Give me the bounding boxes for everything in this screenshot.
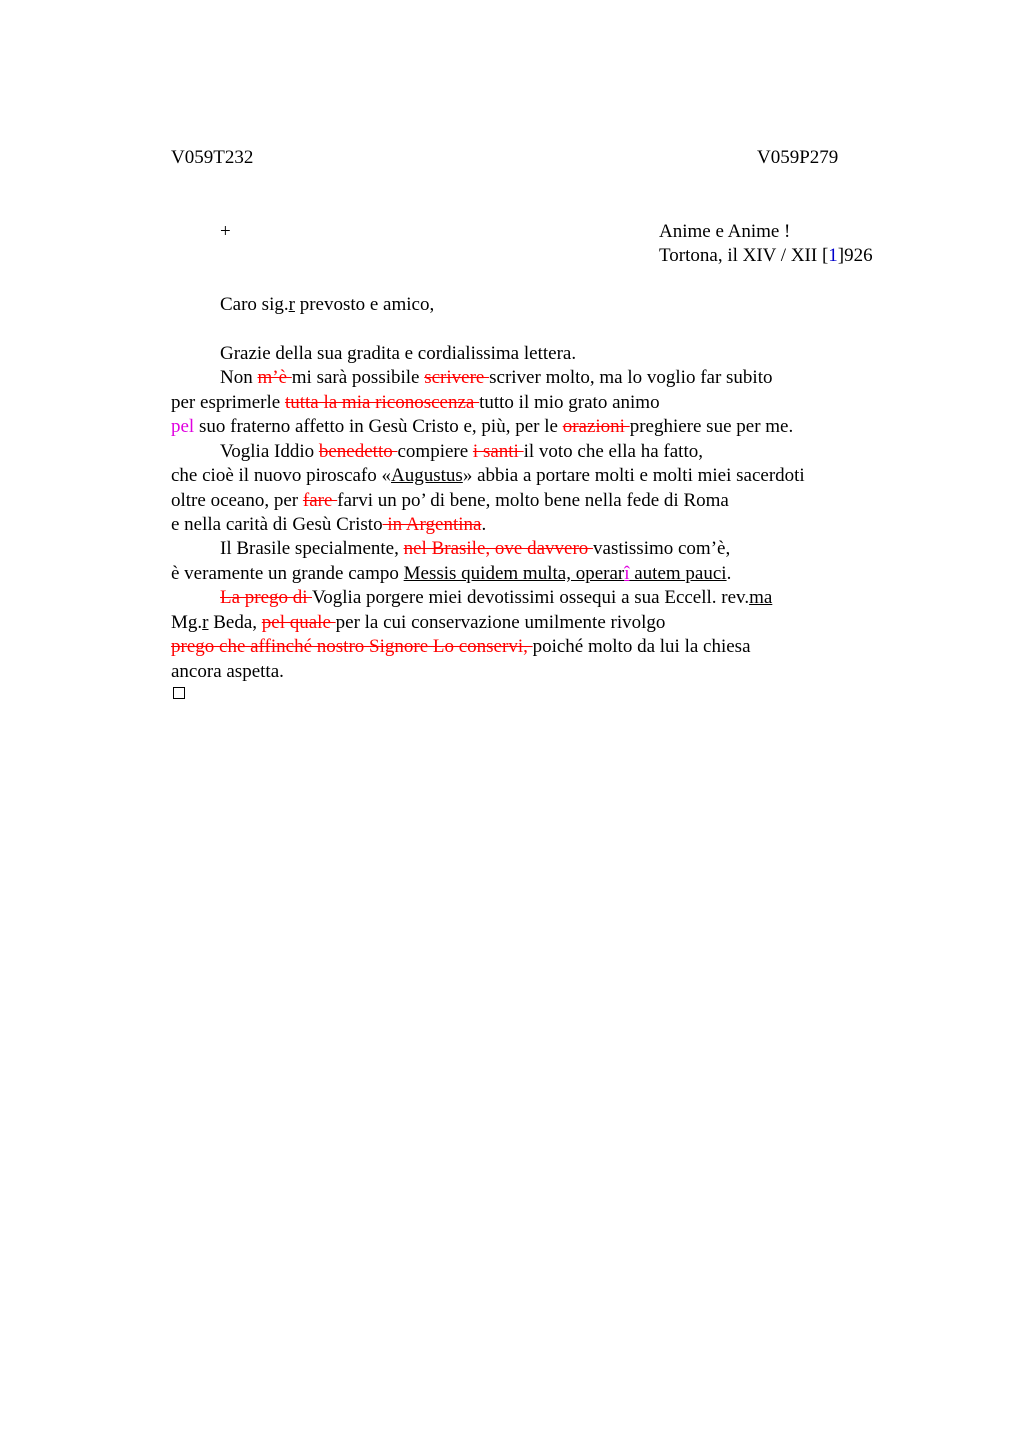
deletion: pel quale [261, 612, 336, 633]
place-date [659, 244, 873, 268]
salutation: Caro sig.r prevosto e amico, [220, 294, 435, 315]
text-line-12: Mg.r Beda, pel quale per la cui conservazione umilmente rivolgo [171, 612, 666, 633]
place-date-suffix: ]926 [837, 245, 873, 266]
text-line-6: che cioè il nuovo piroscafo «Augustus» abbia a portare molti e molti miei sacerdoti [171, 465, 805, 486]
underlined-text: autem pauci [629, 563, 727, 584]
document-code-right: V059P279 [757, 147, 839, 168]
text-line-2: Non m’è mi sarà possibile scrivere scriver molto, ma lo voglio far subito [220, 367, 773, 388]
deletion: tutta la mia riconoscenza [284, 392, 480, 413]
text-line-14: ancora aspetta. [171, 661, 284, 682]
end-marker-square-icon [173, 687, 185, 699]
text-line-13: prego che affinché nostro Signore Lo conservi, poiché molto da lui la chiesa [171, 636, 751, 657]
deletion: La prego di [220, 587, 312, 608]
deletion: orazioni [562, 416, 630, 437]
text-line-10: è veramente un grande campo Messis quidem multa, operarî autem pauci. [171, 563, 732, 584]
date-editorial-insert: 1 [828, 245, 838, 266]
deletion: i santi [472, 441, 524, 462]
deletion: nel Brasile, ove davvero [403, 538, 594, 559]
text-line-4: pel suo fraterno affetto in Gesù Cristo e, più, per le orazioni preghiere sue per me. [171, 416, 794, 437]
motto: Anime e Anime ! [659, 221, 791, 242]
deletion: in Argentina [382, 514, 482, 535]
text-line-9: Il Brasile specialmente, nel Brasile, ove davvero vastissimo com’è, [220, 538, 731, 559]
underlined-text: Messis quidem multa, operar [403, 563, 625, 584]
deletion: fare [302, 490, 338, 511]
insertion: î [624, 563, 630, 584]
text-line-7: oltre oceano, per fare farvi un po’ di bene, molto bene nella fede di Roma [171, 490, 729, 511]
document-code-left: V059T232 [171, 147, 254, 168]
deletion: benedetto [318, 441, 398, 462]
cross-symbol: + [220, 221, 231, 242]
underlined-text: Augustus [391, 465, 463, 486]
text-line-1: Grazie della sua gradita e cordialissima lettera. [220, 343, 577, 364]
deletion: scrivere [424, 367, 490, 388]
insertion: pel [171, 416, 195, 437]
text-line-8: e nella carità di Gesù Cristo in Argentina. [171, 514, 487, 535]
deletion: m’è [257, 367, 292, 388]
text-line-11: La prego di Voglia porgere miei devotissimi ossequi a sua Eccell. rev.ma [220, 587, 773, 608]
underlined-text: r [202, 612, 209, 633]
place-date-prefix: Tortona, il XIV / XII [ [659, 245, 829, 266]
text-line-3: per esprimerle tutta la mia riconoscenza tutto il mio grato animo [171, 392, 660, 413]
text-line-5: Voglia Iddio benedetto compiere i santi il voto che ella ha fatto, [220, 441, 703, 462]
underlined-text: ma [749, 587, 773, 608]
deletion: prego che affinché nostro Signore Lo conservi, [171, 636, 533, 657]
